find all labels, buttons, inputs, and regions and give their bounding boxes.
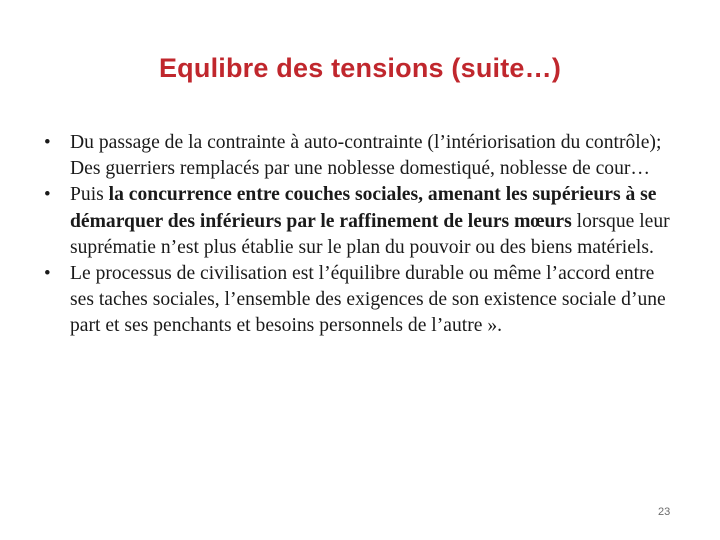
bullet-marker: •	[44, 132, 51, 153]
bullet-item	[44, 130, 680, 182]
bullet-text-prefix: Puis	[70, 184, 109, 206]
bullet-marker: •	[44, 263, 51, 285]
slide-title: Equlibre des tensions (suite…)	[158, 53, 562, 83]
bullet-item	[44, 261, 680, 340]
bullet-text: Du passage de la contrainte à auto-contrainte (l’intériorisation du contrôle); Des guerriers remplacés par une noblesse domestiqué, noblesse de cour…	[70, 132, 662, 180]
bullet-marker: •	[44, 184, 51, 206]
bullet-item	[44, 182, 680, 261]
page-number: 23	[658, 506, 671, 518]
bullet-text-suffix: lorsque leur suprématie n’est plus établie sur le plan du pouvoir ou des biens matériels.	[70, 210, 670, 258]
bullet-text-emphasis: la concurrence entre couches sociales, amenant les supérieurs à se démarquer des inférieurs par le raffinement de leurs mœurs	[70, 184, 657, 232]
bullet-list	[44, 130, 680, 340]
bullet-text: Le processus de civilisation est l’équilibre durable ou même l’accord entre ses taches sociales, l’ensemble des exigences de son existence sociale d’une part et ses penchants et besoins personnels de l’autre ».	[70, 263, 666, 337]
